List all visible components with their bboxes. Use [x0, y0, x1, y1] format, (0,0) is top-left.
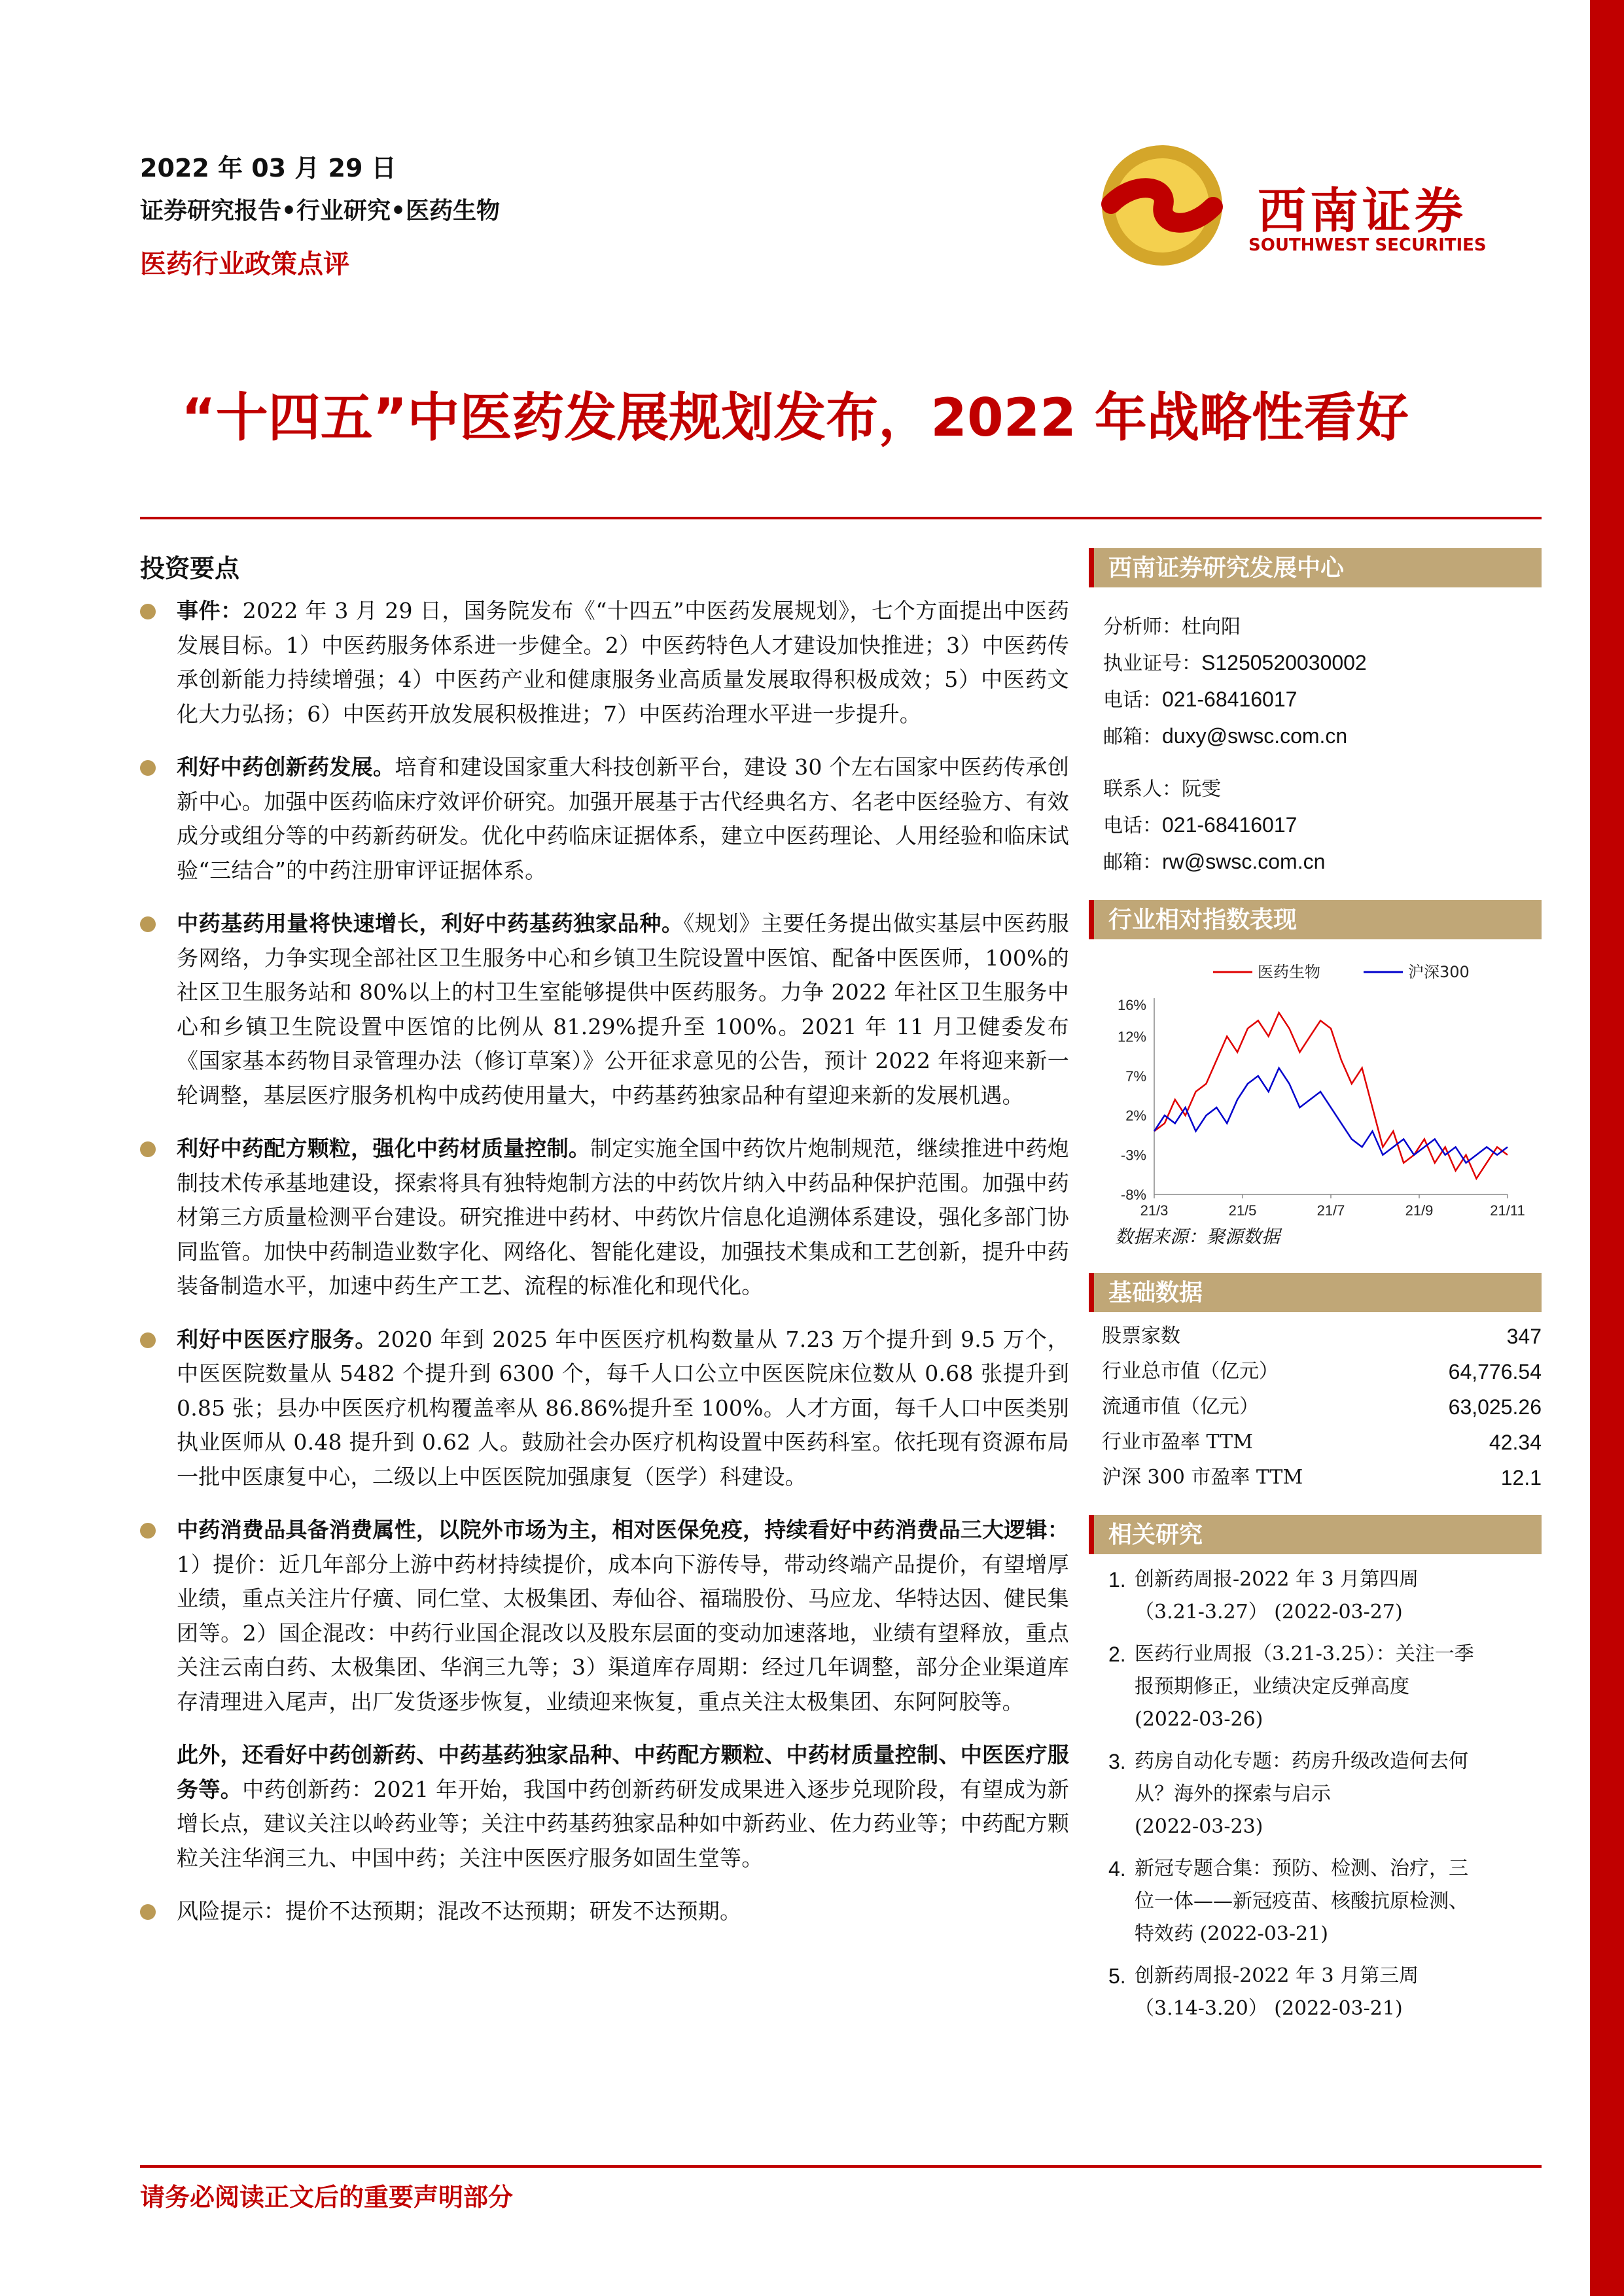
contact-phone: 021-68416017: [1162, 813, 1297, 837]
basic-data-row: [1089, 1389, 1542, 1425]
related-number: 2.: [1108, 1643, 1126, 1666]
related-line: 位一体——新冠疫苗、核酸抗原检测、: [1135, 1890, 1468, 1913]
report-type: 证券研究报告•行业研究•医药生物: [140, 197, 501, 224]
chart-x-tick-label: 21/7: [1316, 1202, 1345, 1219]
page-title: “十四五”中医药发展规划发布，2022 年战略性看好: [181, 387, 1409, 448]
contact-line: 联系人：阮雯: [1103, 778, 1221, 801]
related-research-title: 相关研究: [1089, 1515, 1542, 1554]
basic-data-value: 63,025.26: [1448, 1395, 1542, 1419]
risk-note: [140, 1894, 1069, 1929]
related-line: (2022-03-23): [1135, 1815, 1263, 1838]
basic-data-value: 12.1: [1500, 1466, 1542, 1489]
extra-lead: 此外，还看好中药创新药、中药基药独家品种、中药配方颗粒、中药材质量控制、中医医疗服务等。: [177, 1742, 1069, 1802]
related-line: （3.21-3.27） (2022-03-27): [1135, 1601, 1403, 1624]
bullet-dot-icon: [140, 916, 156, 932]
related-number: 3.: [1108, 1750, 1126, 1773]
basic-data-title: 基础数据: [1089, 1273, 1542, 1312]
bullet-text: 《规划》主要任务提出做实基层中医药服务网络，力争实现全部社区卫生服务中心和乡镇卫生院设置中医馆、配备中医医师，100%的社区卫生服务站和 80%以上的村卫生室能够提供中医药服务。力争 2022 年社区卫生服务中心和乡镇卫生院设置中医馆的比例从 81.29%提升至 100%。2021 年 11 月卫健委发布《国家基本药物目录管理办法（修订草案）》公开征求意见的公告，预计 2022 年将迎来新一轮调整，基层医疗服务机构中成药使用量大，中药基药独家品种有望迎来新的发展机遇。: [177, 911, 1069, 1108]
bullet-item: [140, 1513, 1069, 1719]
chart-legend-label: 医药生物: [1258, 963, 1320, 981]
logo-emblem-icon: [1097, 140, 1227, 271]
analyst-email[interactable]: duxy@swsc.com.cn: [1162, 724, 1348, 748]
related-line: 药房自动化专题：药房升级改造何去何: [1135, 1750, 1468, 1773]
related-research-list: [1089, 1563, 1542, 2025]
chart-source: 数据来源：聚源数据: [1115, 1226, 1280, 1247]
bullet-dot-icon: [140, 604, 156, 619]
bullet-dot-icon: [140, 1904, 156, 1920]
basic-data-label: 流通市值（亿元）: [1102, 1395, 1259, 1418]
license-number: S1250520030002: [1201, 651, 1367, 674]
bullet-item: [140, 1132, 1069, 1304]
bullet-lead: 利好中医医疗服务。: [177, 1326, 378, 1352]
basic-data-row: [1089, 1460, 1542, 1495]
analyst-line: 分析师：杜向阳: [1103, 616, 1241, 638]
risk-text: 风险提示：提价不达预期；混改不达预期；研发不达预期。: [177, 1898, 742, 1924]
footer-disclaimer: 请务必阅读正文后的重要声明部分: [140, 2182, 514, 2212]
basic-data-label: 行业总市值（亿元）: [1102, 1360, 1279, 1383]
bullet-text: 1）提价：近几年部分上游中药材持续提价，成本向下游传导，带动终端产品提价，有望增厚业绩，重点关注片仔癀、同仁堂、太极集团、寿仙谷、福瑞股份、马应龙、华特达因、健民集团等。2）国企混改：中药行业国企混改以及股东层面的变动加速落地，业绩有望释放，重点关注云南白药、太极集团、华润三九等；3）渠道库存周期：经过几年调整，部分企业渠道库存清理进入尾声，出厂发货逐步恢复，业绩迎来恢复，重点关注太极集团、东阿阿胶等。: [177, 1551, 1069, 1714]
extra-paragraph: [140, 1738, 1069, 1875]
bullet-text: 制定实施全国中药饮片炮制规范，继续推进中药炮制技术传承基地建设，探索将具有独特炮制方法的中药饮片纳入中药品种保护范围。加强中药材第三方质量检测平台建设。研究推进中药材、中药饮片信息化追溯体系建设，强化多部门协同监管。加快中药制造业数字化、网络化、智能化建设，加强技术集成和工艺创新，提升中药装备制造水平，加速中药生产工艺、流程的标准化和现代化。: [177, 1136, 1069, 1298]
basic-data-value: 42.34: [1489, 1431, 1542, 1454]
bullet-list: [140, 594, 1069, 1719]
basic-data-value: 64,776.54: [1448, 1360, 1542, 1383]
bullet-item: [140, 594, 1069, 731]
chart-title: 行业相对指数表现: [1089, 900, 1542, 939]
basic-data-row: [1089, 1425, 1542, 1460]
basic-data-label: 行业市盈率 TTM: [1102, 1431, 1253, 1453]
bullet-lead: 利好中药配方颗粒，强化中药材质量控制。: [177, 1136, 591, 1161]
report-category: 医药行业政策点评: [140, 249, 349, 279]
related-line: 从？海外的探索与启示: [1135, 1783, 1331, 1805]
index-chart: [1089, 939, 1542, 1221]
chart-y-tick-label: -8%: [1120, 1187, 1146, 1203]
phone-line: 电话：021-68416017: [1103, 687, 1297, 712]
related-number: 4.: [1108, 1857, 1126, 1881]
basic-data-label: 股票家数: [1102, 1325, 1180, 1348]
basic-data-row: [1089, 1319, 1542, 1354]
related-line: 报预期修正，业绩决定反弹高度: [1135, 1675, 1409, 1698]
chart-y-tick-label: -3%: [1120, 1147, 1146, 1164]
bullet-item: [140, 907, 1069, 1113]
related-line: 新冠专题合集：预防、检测、治疗，三: [1135, 1857, 1468, 1880]
right-edge-bar: [1590, 0, 1624, 2296]
basic-data-row: [1089, 1354, 1542, 1389]
chart-x-tick-label: 21/5: [1228, 1202, 1257, 1219]
bullet-item: [140, 750, 1069, 888]
analyst-name: 杜向阳: [1182, 616, 1241, 638]
related-research-item[interactable]: [1089, 1960, 1542, 2025]
related-line: 创新药周报-2022 年 3 月第三周: [1135, 1964, 1419, 1987]
chart-x-tick-label: 21/11: [1490, 1202, 1525, 1219]
related-line: (2022-03-26): [1135, 1708, 1263, 1731]
chart-y-tick-label: 7%: [1125, 1068, 1146, 1085]
section-heading: 投资要点: [140, 554, 240, 583]
company-logo: [1097, 140, 1515, 271]
bullet-item: [140, 1323, 1069, 1495]
bullet-dot-icon: [140, 760, 156, 776]
bullet-dot-icon: [140, 1332, 156, 1348]
chart-y-tick-label: 12%: [1117, 1028, 1146, 1045]
related-line: 创新药周报-2022 年 3 月第四周: [1135, 1568, 1419, 1591]
related-research-item[interactable]: [1089, 1638, 1542, 1736]
related-line: 特效药 (2022-03-21): [1135, 1922, 1328, 1945]
bullet-text: 2022 年 3 月 29 日，国务院发布《“十四五”中医药发展规划》，七个方面提出中医药发展目标。1）中医药服务体系进一步健全。2）中医药特色人才建设加快推进；3）中医药传承创新能力持续增强；4）中医药产业和健康服务业高质量发展取得积极成效；5）中医药文化大力弘扬；6）中医药开放发展积极推进；7）中医药治理水平进一步提升。: [177, 598, 1069, 727]
contact-email-line: 邮箱：rw@swsc.com.cn: [1103, 850, 1326, 874]
footer-divider: [140, 2165, 1542, 2168]
logo-english: SOUTHWEST SECURITIES: [1248, 235, 1487, 255]
analyst-phone: 021-68416017: [1162, 687, 1297, 711]
chart-x-tick-label: 21/9: [1405, 1202, 1434, 1219]
index-chart-svg: [1089, 939, 1542, 1221]
bullet-text: 培育和建设国家重大科技创新平台，建设 30 个左右国家中医药传承创新中心。加强中医药临床疗效评价研究。加强开展基于古代经典名方、名老中医经验方、有效成分或组分等的中药新药研发。优化中药临床证据体系，建立中医药理论、人用经验和临床试验“三结合”的中药注册审评证据体系。: [177, 754, 1069, 883]
related-research-item[interactable]: [1089, 1852, 1542, 1951]
report-date: 2022 年 03 月 29 日: [140, 154, 397, 183]
related-number: 5.: [1108, 1964, 1126, 1988]
contact-phone-line: 电话：021-68416017: [1103, 813, 1297, 837]
bullet-dot-icon: [140, 1523, 156, 1539]
extra-text: 中药创新药：2021 年开始，我国中药创新药研发成果进入逐步兑现阶段，有望成为新增长点，建议关注以岭药业等；关注中药基药独家品种如中新药业、佐力药业等；中药配方颗粒关注华润三九、中国中药；关注中医医疗服务如固生堂等。: [177, 1776, 1069, 1871]
title-divider: [140, 517, 1542, 519]
related-line: 医药行业周报（3.21-3.25）：关注一季: [1135, 1643, 1474, 1665]
chart-y-tick-label: 16%: [1117, 997, 1146, 1013]
license-line: 执业证号：S1250520030002: [1103, 651, 1367, 675]
main-content: [140, 548, 1069, 1948]
related-research-item[interactable]: [1089, 1745, 1542, 1843]
center-title: 西南证券研究发展中心: [1089, 548, 1542, 587]
chart-x-tick-label: 21/3: [1140, 1202, 1169, 1219]
chart-series-line: [1154, 1013, 1508, 1179]
bullet-lead: 事件：: [177, 598, 243, 623]
basic-data-table: [1089, 1319, 1542, 1495]
bullet-lead: 中药基药用量将快速增长，利好中药基药独家品种。: [177, 911, 684, 936]
sidebar: [1089, 548, 1542, 2034]
related-research-item[interactable]: [1089, 1563, 1542, 1629]
bullet-dot-icon: [140, 1141, 156, 1157]
bullet-lead: 利好中药创新药发展。: [177, 754, 395, 780]
email-line: 邮箱：duxy@swsc.com.cn: [1103, 724, 1348, 748]
related-line: （3.14-3.20） (2022-03-21): [1135, 1997, 1403, 2020]
bullet-lead: 中药消费品具备消费属性，以院外市场为主，相对医保免疫，持续看好中药消费品三大逻辑：: [177, 1517, 1069, 1542]
contact-name: 阮雯: [1182, 778, 1221, 801]
related-number: 1.: [1108, 1568, 1126, 1592]
chart-legend-label: 沪深300: [1408, 963, 1470, 981]
basic-data-value: 347: [1506, 1325, 1542, 1348]
contact-email[interactable]: rw@swsc.com.cn: [1162, 850, 1326, 873]
chart-y-tick-label: 2%: [1125, 1107, 1146, 1124]
bullet-text: 2020 年到 2025 年中医医疗机构数量从 7.23 万个提升到 9.5 万个，中医医院数量从 5482 个提升到 6300 个，每千人口公立中医医院床位数从 0.68 张提升到 0.85 张；县办中医医疗机构覆盖率从 86.86%提升至 100%。人才方面，每千人口中医类别执业医师从 0.48 提升到 0.62 人。鼓励社会办医疗机构设置中医药科室。依托现有资源布局一批中医康复中心，二级以上中医医院加强康复（医学）科建设。: [177, 1326, 1069, 1489]
basic-data-label: 沪深 300 市盈率 TTM: [1102, 1466, 1303, 1489]
logo-name: 西南证券: [1258, 183, 1467, 239]
